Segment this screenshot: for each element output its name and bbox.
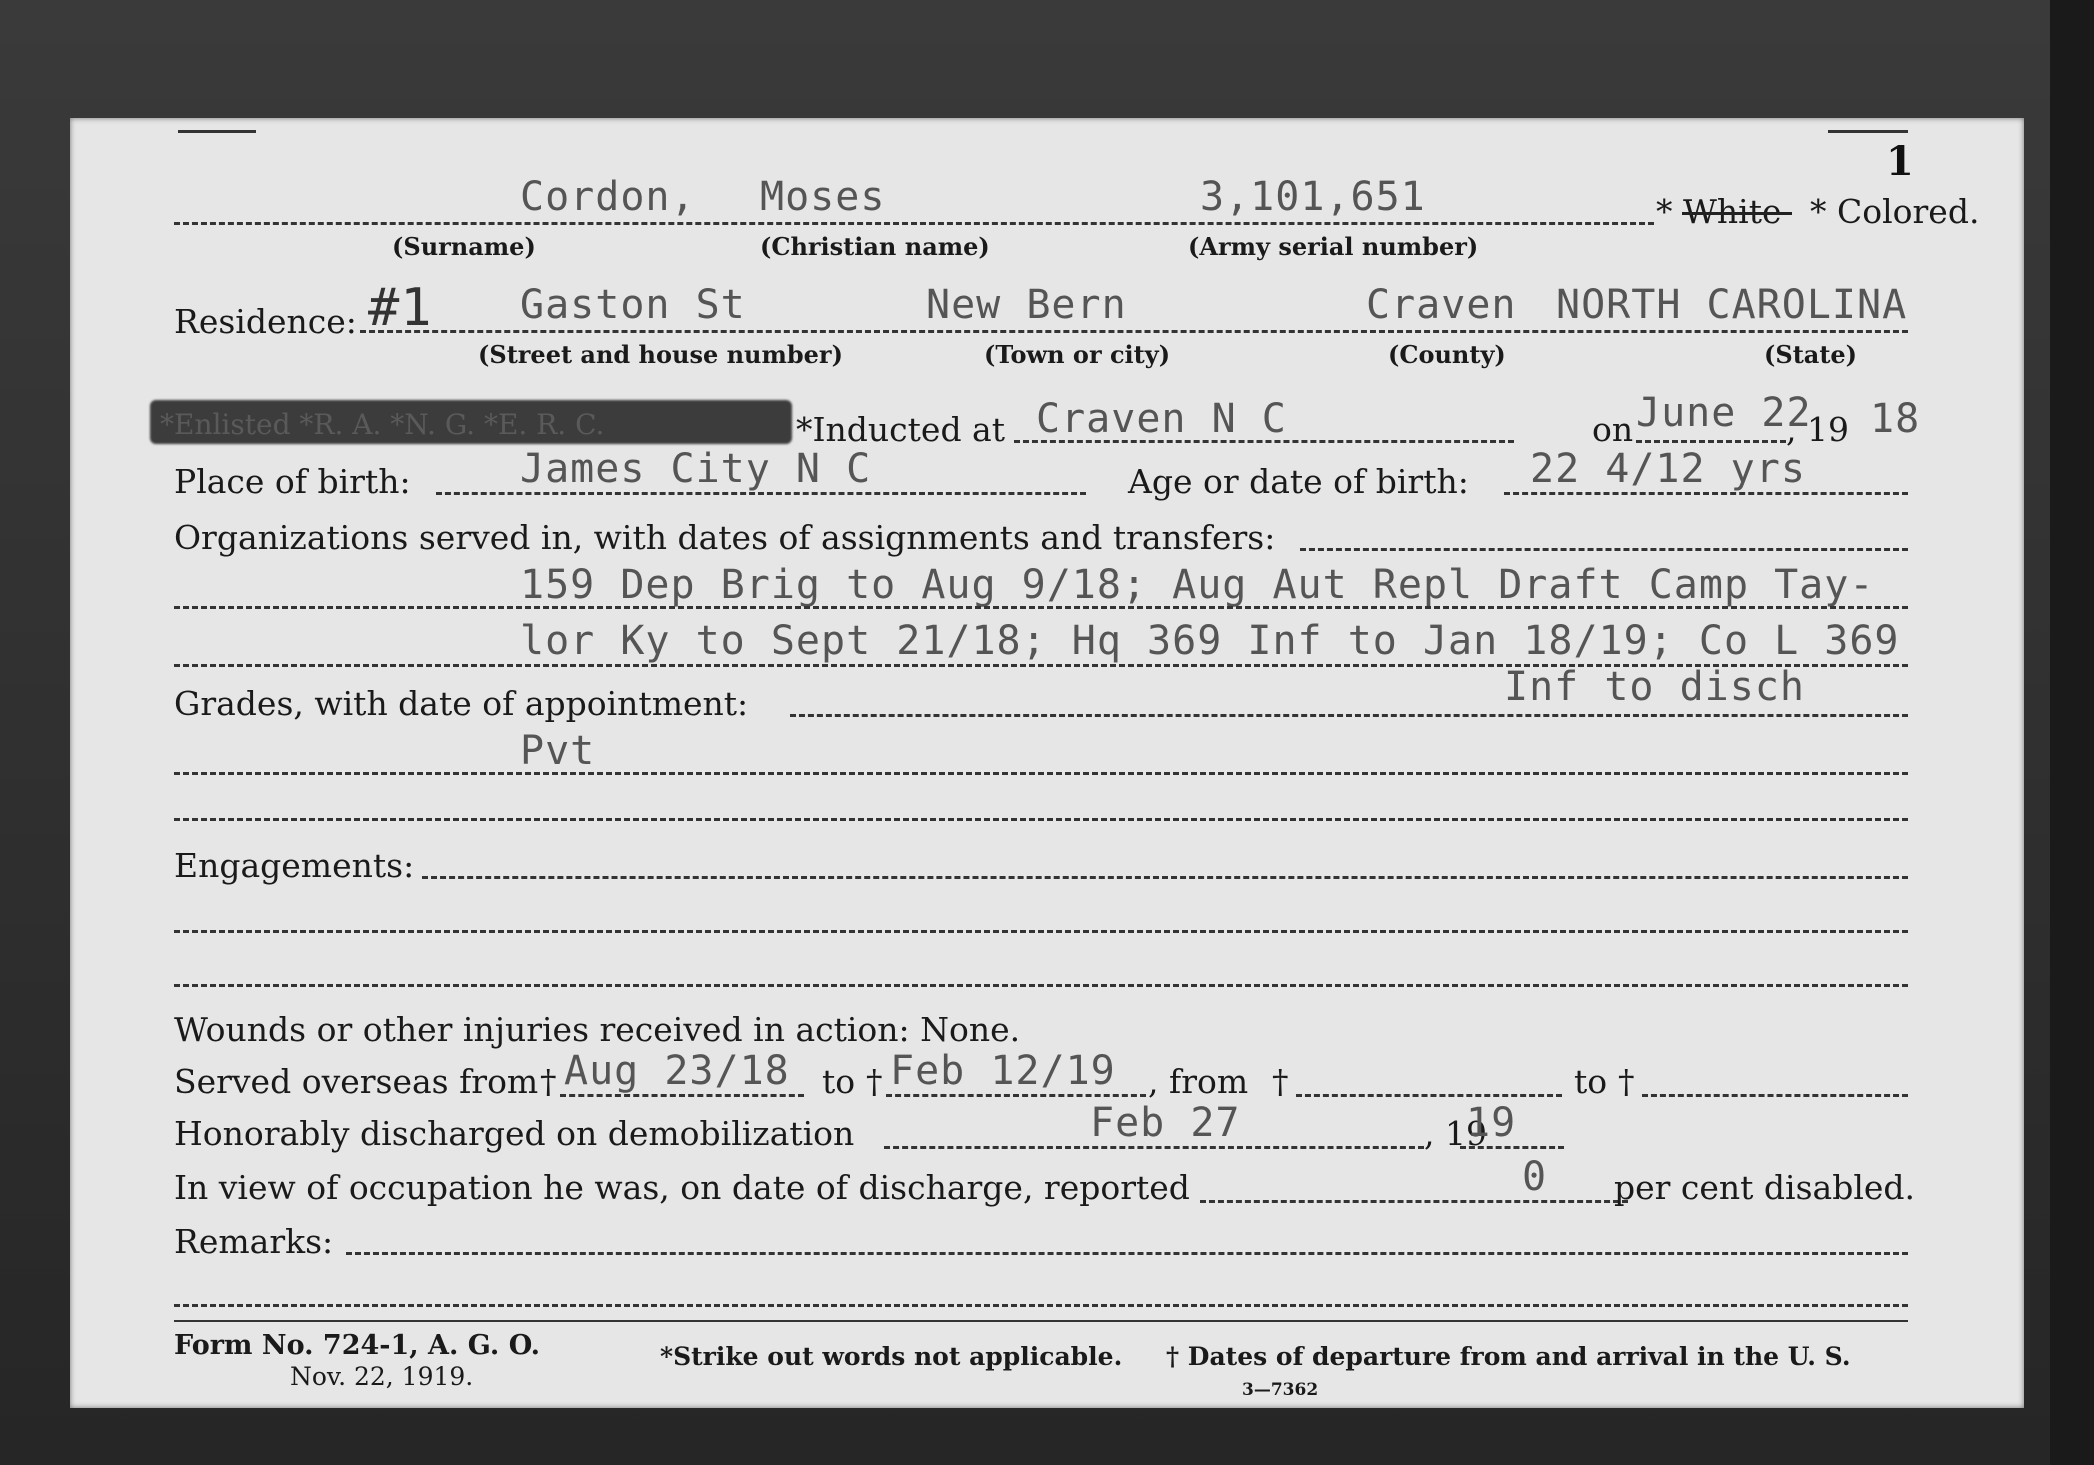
dagger-4: † — [1618, 1062, 1635, 1101]
inducted-line — [1014, 440, 1514, 443]
engagements-line-2 — [174, 984, 1908, 987]
place-of-birth-value: James City N C — [520, 446, 872, 492]
discharge-date-value: Feb 27 — [1090, 1100, 1241, 1146]
disability-line — [1200, 1200, 1628, 1203]
discharge-year-line — [1460, 1146, 1564, 1149]
race-white: * White — [1656, 192, 1782, 231]
inducted-place-value: Craven N C — [1036, 396, 1287, 442]
footer-rule — [174, 1320, 1908, 1322]
christian-name-caption: (Christian name) — [760, 232, 990, 261]
grades-line-2 — [174, 818, 1908, 821]
race-colored: * Colored. — [1810, 192, 1980, 231]
discharge-line — [884, 1146, 1424, 1149]
disability-label: In view of occupation he was, on date of discharge, reported — [174, 1168, 1190, 1207]
street-caption: (Street and house number) — [478, 340, 843, 369]
engagements-label: Engagements: — [174, 846, 415, 885]
form-number: Form No. 724-1, A. G. O. — [174, 1330, 541, 1361]
remarks-line-1 — [174, 1304, 1908, 1307]
organizations-line-0 — [1300, 548, 1908, 551]
engagements-line-1 — [174, 930, 1908, 933]
engagements-line-0 — [422, 876, 1908, 879]
discharge-year-value: 19 — [1466, 1100, 1517, 1146]
card-number: 1 — [1886, 138, 1914, 185]
age-line — [1504, 492, 1908, 495]
serial-number-value: 3,101,651 — [1200, 174, 1426, 220]
grades-label: Grades, with date of appointment: — [174, 684, 749, 723]
remarks-line-0 — [346, 1252, 1908, 1255]
overseas-from-line — [560, 1094, 804, 1097]
state-caption: (State) — [1764, 340, 1858, 369]
overseas-to-label: to — [822, 1062, 856, 1101]
grades-line-1 — [174, 772, 1908, 775]
overseas-to2-line — [1642, 1094, 1908, 1097]
remarks-label: Remarks: — [174, 1222, 334, 1261]
organizations-line3: Inf to disch — [1504, 664, 1805, 710]
residence-line — [360, 330, 1908, 333]
inducted-year-value: 18 — [1870, 396, 1921, 442]
service-record-card — [70, 118, 2024, 1408]
house-number-value: #1 — [368, 278, 433, 338]
grades-value: Pvt — [520, 728, 596, 774]
city-caption: (Town or city) — [984, 340, 1171, 369]
discharge-label: Honorably discharged on demobilization — [174, 1114, 855, 1153]
print-code: 3—7362 — [1242, 1380, 1319, 1400]
overseas-from2-line — [1296, 1094, 1562, 1097]
dates-note: † Dates of departure from and arrival in the U. S. — [1166, 1342, 1851, 1371]
county-value: Craven — [1366, 282, 1517, 328]
name-line — [174, 222, 1654, 225]
organizations-line1: 159 Dep Brig to Aug 9/18; Aug Aut Repl Draft Camp Tay- — [520, 562, 1875, 608]
dagger-1: † — [540, 1062, 557, 1101]
disability-suffix: per cent disabled. — [1614, 1168, 1916, 1207]
disability-value: 0 — [1522, 1154, 1548, 1200]
overseas-from2-label: , from — [1148, 1062, 1249, 1101]
wounds-text: Wounds or other injuries received in action: None. — [174, 1010, 1021, 1049]
place-of-birth-label: Place of birth: — [174, 462, 411, 501]
surname-value: Cordon, — [520, 174, 696, 220]
overseas-from-value: Aug 23/18 — [564, 1048, 790, 1094]
served-overseas-label: Served overseas from — [174, 1062, 539, 1101]
grades-line-0 — [790, 714, 1908, 717]
dagger-3: † — [1272, 1062, 1289, 1101]
top-left-rule — [178, 130, 256, 133]
residence-label: Residence: — [174, 302, 357, 341]
white-strikeout — [1682, 212, 1792, 215]
dagger-2: † — [866, 1062, 883, 1101]
overseas-to-line — [886, 1094, 1146, 1097]
organizations-line2: lor Ky to Sept 21/18; Hq 369 Inf to Jan 18/19; Co L 369 — [520, 618, 1900, 664]
age-label: Age or date of birth: — [1128, 462, 1469, 501]
discharge-year-prefix: , 19 — [1424, 1114, 1487, 1153]
inducted-year-prefix: , 19 — [1786, 410, 1849, 449]
strike-note: *Strike out words not applicable. — [660, 1342, 1123, 1371]
overseas-to2-label: to — [1574, 1062, 1608, 1101]
organizations-line-1 — [174, 606, 1908, 609]
form-date: Nov. 22, 1919. — [290, 1362, 474, 1391]
county-caption: (County) — [1388, 340, 1506, 369]
surname-caption: (Surname) — [392, 232, 536, 261]
inducted-date-line — [1636, 440, 1786, 443]
state-value: NORTH CAROLINA — [1556, 282, 1908, 328]
scanner-edge — [2050, 0, 2094, 1465]
street-value: Gaston St — [520, 282, 746, 328]
overseas-to-value: Feb 12/19 — [890, 1048, 1116, 1094]
on-label: on — [1592, 410, 1634, 449]
enlisted-struck-text: *Enlisted *R. A. *N. G. *E. R. C. — [160, 408, 605, 441]
age-value: 22 4/12 yrs — [1530, 446, 1806, 492]
christian-name-value: Moses — [760, 174, 886, 220]
inducted-label: *Inducted at — [796, 410, 1005, 449]
serial-number-caption: (Army serial number) — [1188, 232, 1479, 261]
top-right-rule — [1828, 130, 1908, 133]
city-value: New Bern — [926, 282, 1127, 328]
inducted-date-value: June 22 — [1636, 390, 1812, 436]
organizations-label: Organizations served in, with dates of assignments and transfers: — [174, 518, 1276, 557]
place-of-birth-line — [436, 492, 1086, 495]
